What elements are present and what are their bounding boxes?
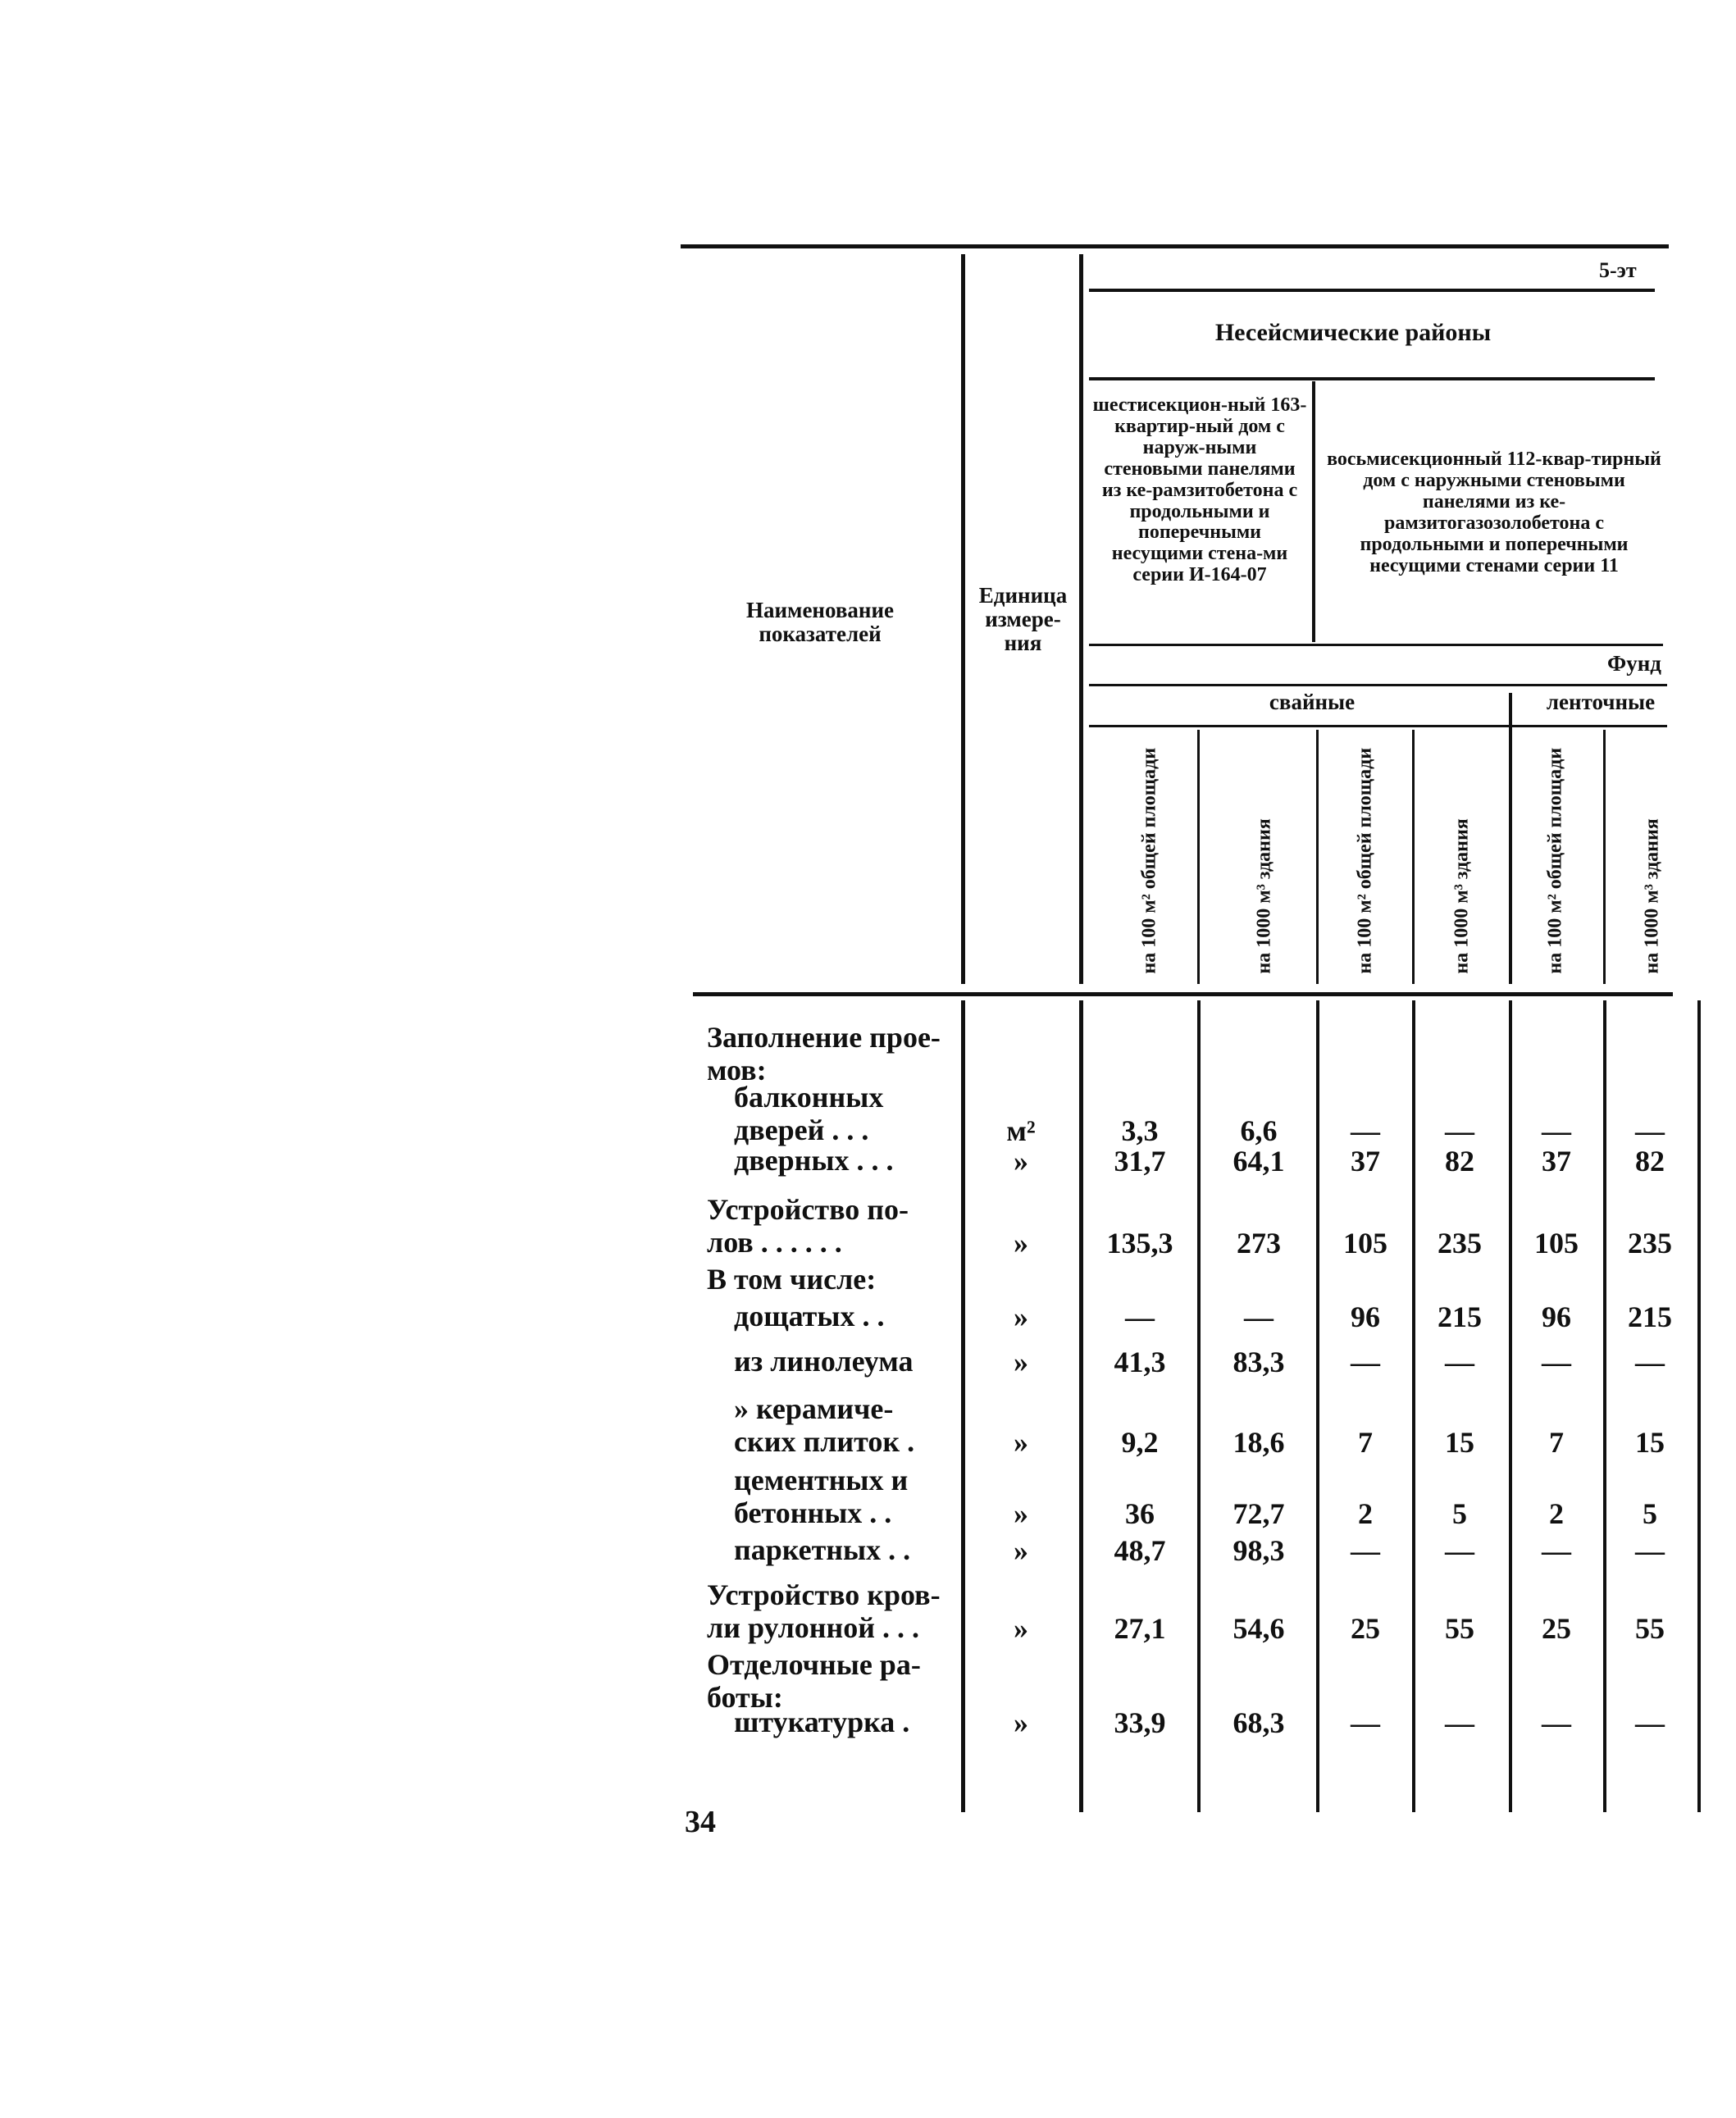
row-value: — xyxy=(1542,1534,1571,1567)
row-unit: » xyxy=(1014,1145,1028,1177)
row-value: 235 xyxy=(1628,1227,1672,1259)
row-value: 105 xyxy=(1534,1227,1579,1259)
row-value: 235 xyxy=(1438,1227,1482,1259)
foundation-header: Фунд xyxy=(1607,651,1661,676)
row-label: дверных . . . xyxy=(734,1144,894,1177)
row-label: паркетных . . xyxy=(734,1533,911,1566)
row-value: — xyxy=(1445,1706,1474,1739)
row-label: Устройство по-лов . . . . . . xyxy=(707,1193,909,1259)
row-value: 83,3 xyxy=(1233,1346,1285,1378)
row-value: 96 xyxy=(1542,1300,1571,1333)
row-value: 7 xyxy=(1358,1426,1373,1459)
row-value: — xyxy=(1542,1706,1571,1739)
row-value: 82 xyxy=(1635,1145,1665,1177)
row-value: 273 xyxy=(1237,1227,1281,1259)
row-value: 72,7 xyxy=(1233,1497,1285,1530)
row-value: 3,3 xyxy=(1121,1114,1159,1147)
row-value: 82 xyxy=(1445,1145,1474,1177)
page-number: 34 xyxy=(685,1805,716,1839)
row-label: Отделочные ра-боты: xyxy=(707,1648,921,1715)
row-value: 18,6 xyxy=(1233,1426,1285,1459)
row-unit: » xyxy=(1014,1706,1028,1739)
vrule-name xyxy=(961,254,965,984)
row-value: 25 xyxy=(1351,1612,1380,1645)
vrule-found xyxy=(1509,693,1512,984)
row-value: — xyxy=(1125,1300,1155,1333)
series-tag: 5-эт xyxy=(1599,258,1637,282)
row-label: из линолеума xyxy=(734,1345,914,1378)
row-value: — xyxy=(1445,1346,1474,1378)
row-value: — xyxy=(1542,1346,1571,1378)
row-value: — xyxy=(1635,1114,1665,1147)
header-bottom-rule xyxy=(693,992,1673,996)
vrule-body-name xyxy=(961,1000,965,1812)
row-value: 15 xyxy=(1445,1426,1474,1459)
sub-header-volume-1: на 1000 м³ здания xyxy=(1253,818,1275,974)
row-label: » керамиче-ских плиток . xyxy=(734,1392,915,1459)
row-value: — xyxy=(1351,1534,1380,1567)
vrule-sub1 xyxy=(1197,730,1200,984)
col-name-header: Наименование показателей xyxy=(746,598,894,647)
row-value: 6,6 xyxy=(1240,1114,1278,1147)
sub-header-area-3: на 100 м² общей площади xyxy=(1544,747,1566,974)
row-unit: » xyxy=(1014,1227,1028,1259)
row-value: 2 xyxy=(1549,1497,1564,1530)
row-value: 215 xyxy=(1438,1300,1482,1333)
row-value: — xyxy=(1351,1706,1380,1739)
row-value: — xyxy=(1542,1114,1571,1147)
building2-header: восьмисекционный 112-квар-тирный дом с наружными стеновыми панелями из ке-рамзитогазозолобетона с продольными и поперечными несущими стенами серии 11 xyxy=(1327,449,1661,576)
row-value: 27,1 xyxy=(1114,1612,1166,1645)
row-value: 2 xyxy=(1358,1497,1373,1530)
row-unit: » xyxy=(1014,1346,1028,1378)
row-unit: » xyxy=(1014,1300,1028,1333)
row-value: 37 xyxy=(1351,1145,1380,1177)
row-value: 105 xyxy=(1343,1227,1387,1259)
sub-header-volume-2: на 1000 м³ здания xyxy=(1451,818,1473,974)
row-value: 215 xyxy=(1628,1300,1672,1333)
row-label: балконных дверей . . . xyxy=(734,1081,884,1147)
row-value: — xyxy=(1635,1346,1665,1378)
row-value: 68,3 xyxy=(1233,1706,1285,1739)
row-label: штукатурка . xyxy=(734,1706,910,1738)
row-label: цементных и бетонных . . xyxy=(734,1464,909,1530)
series-rule xyxy=(1089,289,1655,292)
top-rule xyxy=(681,244,1669,248)
row-value: 54,6 xyxy=(1233,1612,1285,1645)
row-value: — xyxy=(1445,1114,1474,1147)
sub-header-volume-3: на 1000 м³ здания xyxy=(1641,818,1663,974)
row-value: — xyxy=(1635,1706,1665,1739)
found-pile-header: свайные xyxy=(1269,690,1356,714)
col-unit-header: Единица измере-ния xyxy=(978,583,1068,656)
found-strip-header: ленточные xyxy=(1546,690,1656,714)
row-value: 36 xyxy=(1125,1497,1155,1530)
row-value: — xyxy=(1244,1300,1274,1333)
sub-header-area-2: на 100 м² общей площади xyxy=(1354,747,1376,974)
vrule-sub3 xyxy=(1412,730,1415,984)
row-value: 48,7 xyxy=(1114,1534,1166,1567)
row-value: 55 xyxy=(1635,1612,1665,1645)
vrule-sub5 xyxy=(1603,730,1606,984)
found-type-rule xyxy=(1089,725,1667,727)
row-value: 25 xyxy=(1542,1612,1571,1645)
region-title: Несейсмические районы xyxy=(1214,319,1492,346)
row-value: 7 xyxy=(1549,1426,1564,1459)
row-label: дощатых . . xyxy=(734,1300,885,1332)
row-unit: » xyxy=(1014,1612,1028,1645)
row-label: Устройство кров-ли рулонной . . . xyxy=(707,1578,941,1645)
row-value: 41,3 xyxy=(1114,1346,1166,1378)
row-value: 96 xyxy=(1351,1300,1380,1333)
foundation-rule xyxy=(1089,684,1667,686)
vrule-body-1 xyxy=(1197,1000,1201,1812)
region-rule xyxy=(1089,377,1655,380)
row-value: 15 xyxy=(1635,1426,1665,1459)
sub-header-area-1: на 100 м² общей площади xyxy=(1138,747,1160,974)
row-value: 33,9 xyxy=(1114,1706,1166,1739)
row-value: 9,2 xyxy=(1121,1426,1159,1459)
vrule-body-unit xyxy=(1079,1000,1083,1812)
row-unit: » xyxy=(1014,1534,1028,1567)
row-label: В том числе: xyxy=(707,1263,877,1296)
vrule-sub2 xyxy=(1316,730,1319,984)
row-value: 64,1 xyxy=(1233,1145,1285,1177)
row-value: 5 xyxy=(1643,1497,1657,1530)
row-value: — xyxy=(1635,1534,1665,1567)
row-value: — xyxy=(1351,1346,1380,1378)
row-value: 98,3 xyxy=(1233,1534,1285,1567)
building1-header: шестисекцион-ный 163-квартир-ный дом с наруж-ными стеновыми панелями из ке-рамзитобетона с продольными и поперечными несущими стена-ми серии И-164-07 xyxy=(1092,394,1307,586)
vrule-unit xyxy=(1079,254,1083,984)
row-label: Заполнение прое-мов: xyxy=(707,1021,941,1087)
row-value: 5 xyxy=(1452,1497,1467,1530)
row-unit: » xyxy=(1014,1497,1028,1530)
row-value: 31,7 xyxy=(1114,1145,1166,1177)
row-value: 55 xyxy=(1445,1612,1474,1645)
row-value: 135,3 xyxy=(1106,1227,1173,1259)
row-unit: » xyxy=(1014,1426,1028,1459)
row-value: — xyxy=(1351,1114,1380,1147)
row-value: — xyxy=(1445,1534,1474,1567)
building-rule xyxy=(1089,644,1663,646)
row-value: 37 xyxy=(1542,1145,1571,1177)
vrule-bldg xyxy=(1312,381,1315,642)
row-unit: м² xyxy=(1006,1114,1036,1147)
